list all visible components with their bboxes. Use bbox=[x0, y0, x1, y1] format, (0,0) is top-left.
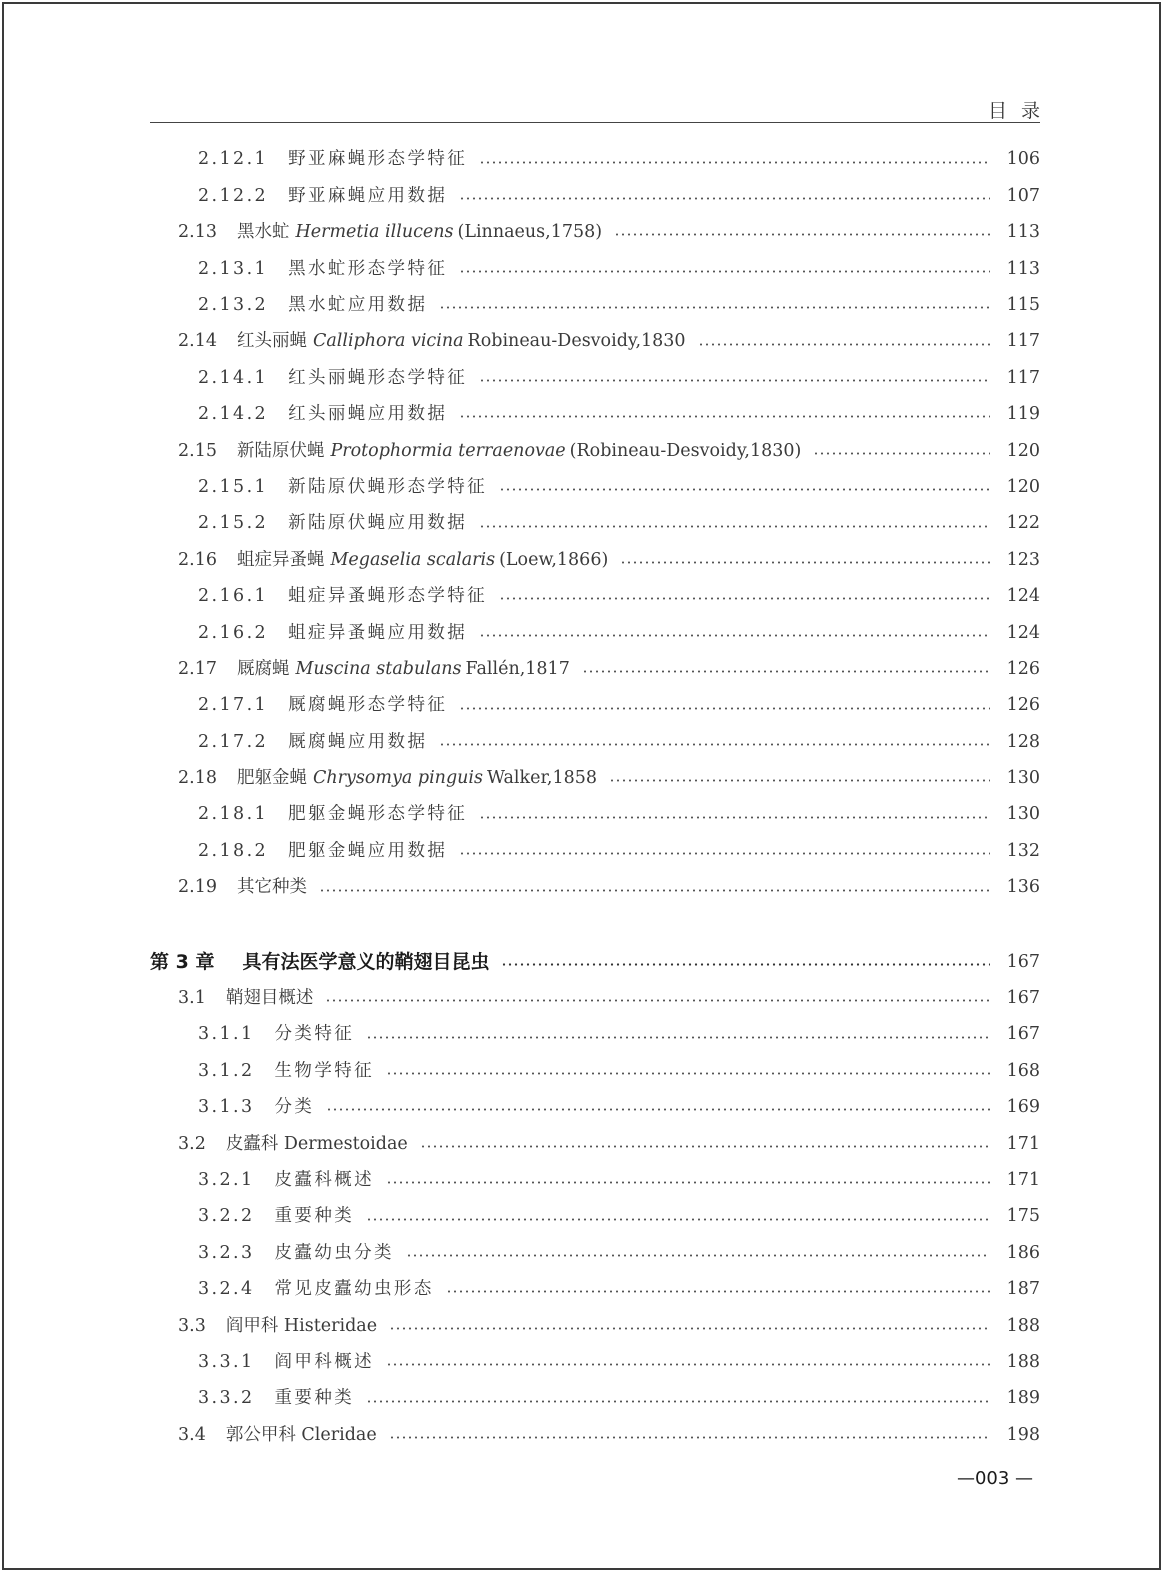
toc-entry-number: 2.13.2 bbox=[198, 295, 269, 315]
running-head-title: 目录 bbox=[987, 100, 1054, 122]
toc-entry-page: 126 bbox=[1006, 695, 1040, 716]
toc-entry-page: 115 bbox=[1006, 295, 1040, 315]
toc-entry-title: 肥躯金蝇 bbox=[236, 768, 307, 789]
dot-leader bbox=[501, 963, 990, 966]
toc-entry-title: 皮蠹科概述 bbox=[274, 1169, 375, 1190]
toc-entry-authority: (Robineau-Desvoidy,1830) bbox=[569, 440, 802, 461]
toc-entry-number: 3.3.2 bbox=[198, 1388, 255, 1409]
dot-leader bbox=[389, 1436, 990, 1439]
toc-entry-title: 分类 bbox=[274, 1097, 315, 1118]
toc-entry-number: 2.18.1 bbox=[198, 804, 269, 825]
dot-leader bbox=[366, 1218, 990, 1221]
toc-entry[interactable] bbox=[150, 797, 1040, 833]
toc-entry[interactable] bbox=[150, 251, 1040, 287]
toc-entry-number: 3.2 bbox=[178, 1133, 206, 1154]
toc-entry-page: 117 bbox=[1006, 367, 1040, 388]
running-head bbox=[150, 96, 1054, 123]
dot-leader bbox=[479, 379, 990, 382]
toc-entry-number: 2.15 bbox=[178, 440, 217, 461]
toc-entry[interactable] bbox=[150, 433, 1040, 469]
toc-entry-number: 3.2.1 bbox=[198, 1169, 255, 1190]
toc-entry-title: 厩腐蝇应用数据 bbox=[288, 731, 428, 752]
toc-entry-title: 重要种类 bbox=[274, 1388, 355, 1409]
toc-entry[interactable] bbox=[150, 142, 1040, 178]
toc-entry-number: 2.14.1 bbox=[198, 367, 269, 388]
toc-entry-title: 红头丽蝇应用数据 bbox=[288, 404, 448, 425]
toc-entry-page: 186 bbox=[1006, 1242, 1040, 1263]
toc-entry-number: 2.16.1 bbox=[198, 586, 269, 607]
toc-entry-number: 2.15.2 bbox=[198, 513, 269, 534]
dot-leader bbox=[326, 1108, 990, 1111]
toc-entry[interactable] bbox=[150, 724, 1040, 760]
dot-leader bbox=[698, 343, 990, 346]
toc-entry-title: 阎甲科 Histeridae bbox=[225, 1315, 378, 1336]
toc-entry-title: 新陆原伏蝇形态学特征 bbox=[288, 476, 488, 497]
toc-entry-number: 2.17.2 bbox=[198, 731, 269, 752]
toc-entry[interactable] bbox=[150, 178, 1040, 214]
toc-entry-number: 2.14 bbox=[178, 331, 217, 352]
toc-entry-page: 126 bbox=[1006, 658, 1040, 679]
toc-entry-authority: Fallén,1817 bbox=[465, 658, 570, 679]
toc-entry[interactable] bbox=[150, 1345, 1040, 1381]
toc-entry-page: 187 bbox=[1006, 1279, 1040, 1300]
toc-entry-page: 124 bbox=[1006, 586, 1040, 607]
dot-leader bbox=[325, 999, 990, 1002]
dot-leader bbox=[386, 1363, 990, 1366]
toc-entry-scientific-name: Muscina stabulans bbox=[295, 658, 462, 679]
dot-leader bbox=[366, 1036, 990, 1039]
toc-entry[interactable] bbox=[150, 1199, 1040, 1235]
toc-entry-number: 3.4 bbox=[178, 1424, 206, 1445]
toc-entry[interactable] bbox=[150, 470, 1040, 506]
toc-entry-page: 188 bbox=[1006, 1315, 1040, 1336]
toc-entry-number: 2.12.2 bbox=[198, 185, 269, 206]
toc-entry-number: 3.1.1 bbox=[198, 1024, 255, 1045]
toc-entry[interactable] bbox=[150, 833, 1040, 869]
toc-entry-title: 蛆症异蚤蝇应用数据 bbox=[288, 622, 468, 643]
dot-leader bbox=[420, 1145, 990, 1148]
toc-entry[interactable] bbox=[150, 579, 1040, 615]
toc-entry-page: 167 bbox=[1006, 988, 1040, 1009]
toc-entry-page: 168 bbox=[1006, 1060, 1040, 1081]
toc-entry-title: 黑水虻 bbox=[236, 222, 290, 243]
toc-chapter-entry[interactable] bbox=[150, 944, 1040, 980]
dot-leader bbox=[614, 233, 990, 236]
toc-entry-title: 肥躯金蝇形态学特征 bbox=[288, 804, 468, 825]
toc-entry-title: 常见皮蠹幼虫形态 bbox=[274, 1279, 434, 1300]
toc-entry-scientific-name: Hermetia illucens bbox=[295, 222, 454, 243]
toc-entry-number: 3.2.3 bbox=[198, 1242, 255, 1263]
toc-entry-title: 肥躯金蝇应用数据 bbox=[288, 840, 448, 861]
toc-entry[interactable] bbox=[150, 1017, 1040, 1053]
dot-leader bbox=[459, 197, 990, 200]
toc-entry-page: 122 bbox=[1006, 513, 1040, 534]
toc-entry-title: 分类特征 bbox=[274, 1024, 355, 1045]
toc-entry[interactable] bbox=[150, 870, 1040, 906]
dot-leader bbox=[389, 1327, 990, 1330]
toc-entry-title: 蛆症异蚤蝇 bbox=[236, 549, 325, 570]
toc-entry-number: 2.12.1 bbox=[198, 149, 269, 170]
toc-entry-page: 188 bbox=[1006, 1351, 1040, 1372]
toc-entry-number: 2.15.1 bbox=[198, 476, 269, 497]
toc-entry-number: 2.13.1 bbox=[198, 258, 269, 279]
toc-entry-scientific-name: Megaselia scalaris bbox=[330, 549, 496, 570]
toc-entry-number: 3.2.4 bbox=[198, 1279, 255, 1300]
toc-entry-title: 皮蠹幼虫分类 bbox=[274, 1242, 394, 1263]
dot-leader bbox=[439, 306, 990, 309]
toc-entry-title: 红头丽蝇 bbox=[236, 331, 307, 352]
toc-entry[interactable] bbox=[150, 397, 1040, 433]
toc-entry-title: 黑水虻形态学特征 bbox=[288, 258, 448, 279]
dot-leader bbox=[366, 1400, 990, 1403]
toc-entry[interactable] bbox=[150, 615, 1040, 651]
toc-entry-page: 119 bbox=[1006, 404, 1040, 425]
toc-entry[interactable] bbox=[150, 1308, 1040, 1344]
toc-entry[interactable] bbox=[150, 360, 1040, 396]
toc-entry-number: 2.17 bbox=[178, 658, 217, 679]
toc-entry[interactable] bbox=[150, 1126, 1040, 1162]
toc-entry-authority: (Loew,1866) bbox=[499, 549, 609, 570]
toc-entry-number: 第 3 章 bbox=[150, 950, 215, 973]
toc-entry-title: 其它种类 bbox=[236, 877, 307, 898]
toc-entry-scientific-name: Calliphora vicina bbox=[312, 331, 464, 352]
toc-entry-page: 106 bbox=[1006, 149, 1040, 170]
toc-entry-title: 生物学特征 bbox=[274, 1060, 375, 1081]
dot-leader bbox=[479, 816, 990, 819]
dot-leader bbox=[582, 670, 990, 673]
toc-entry-number: 2.16 bbox=[178, 549, 217, 570]
dot-leader bbox=[406, 1254, 990, 1257]
toc-entry[interactable] bbox=[150, 1090, 1040, 1126]
dot-leader bbox=[459, 852, 990, 855]
dot-leader bbox=[319, 889, 990, 892]
toc-entry-number: 2.18.2 bbox=[198, 840, 269, 861]
toc-entry-number: 3.1 bbox=[178, 988, 206, 1009]
toc-entry-title: 野亚麻蝇应用数据 bbox=[288, 185, 448, 206]
toc-entry[interactable] bbox=[150, 542, 1040, 578]
toc-entry[interactable] bbox=[150, 1163, 1040, 1199]
toc-entry-number: 3.2.2 bbox=[198, 1206, 255, 1227]
toc-entry-number: 2.13 bbox=[178, 222, 217, 243]
toc-entry-page: 120 bbox=[1006, 440, 1040, 461]
dot-leader bbox=[386, 1072, 990, 1075]
toc-entry[interactable] bbox=[150, 761, 1040, 797]
dot-leader bbox=[459, 707, 990, 710]
toc-entry[interactable] bbox=[150, 1235, 1040, 1271]
chapter-spacer bbox=[150, 906, 1040, 944]
toc-entry-authority: (Linnaeus,1758) bbox=[457, 222, 603, 243]
toc-entry-page: 113 bbox=[1006, 222, 1040, 243]
toc-entry-title: 新陆原伏蝇应用数据 bbox=[288, 513, 468, 534]
toc-entry-page: 117 bbox=[1006, 331, 1040, 352]
toc-entry-page: 130 bbox=[1006, 804, 1040, 825]
toc-entry[interactable] bbox=[150, 215, 1040, 251]
toc-entry[interactable] bbox=[150, 688, 1040, 724]
dot-leader bbox=[609, 779, 990, 782]
dot-leader bbox=[386, 1181, 990, 1184]
toc-entry-number: 2.16.2 bbox=[198, 622, 269, 643]
dot-leader bbox=[439, 743, 990, 746]
toc-entry-scientific-name: Chrysomya pinguis bbox=[312, 768, 483, 789]
toc-entry-title: 具有法医学意义的鞘翅目昆虫 bbox=[242, 950, 490, 973]
toc-entry[interactable] bbox=[150, 1053, 1040, 1089]
toc-entry-title: 蛆症异蚤蝇形态学特征 bbox=[288, 586, 488, 607]
toc-entry-page: 124 bbox=[1006, 622, 1040, 643]
toc-entry-page: 136 bbox=[1006, 877, 1040, 898]
dot-leader bbox=[479, 634, 990, 637]
toc-entry-title: 厩腐蝇 bbox=[236, 658, 290, 679]
toc-entry[interactable] bbox=[150, 506, 1040, 542]
toc-entry[interactable] bbox=[150, 1381, 1040, 1417]
dot-leader bbox=[446, 1290, 990, 1293]
toc-entry-number: 2.18 bbox=[178, 768, 217, 789]
toc-entry-page: 120 bbox=[1006, 476, 1040, 497]
toc-entry[interactable] bbox=[150, 1272, 1040, 1308]
toc-entry-page: 107 bbox=[1006, 185, 1040, 206]
toc-entry-authority: Walker,1858 bbox=[487, 768, 597, 789]
toc-entry-page: 128 bbox=[1006, 731, 1040, 752]
toc-entry-page: 113 bbox=[1006, 258, 1040, 279]
toc-entry-page: 198 bbox=[1006, 1424, 1040, 1445]
toc-entry-authority: Robineau-Desvoidy,1830 bbox=[467, 331, 686, 352]
toc-entry-page: 167 bbox=[1006, 951, 1040, 972]
table-of-contents bbox=[150, 142, 1040, 1454]
toc-entry-number: 3.3.1 bbox=[198, 1351, 255, 1372]
toc-entry-number: 2.14.2 bbox=[198, 404, 269, 425]
dot-leader bbox=[813, 452, 990, 455]
toc-entry-title: 红头丽蝇形态学特征 bbox=[288, 367, 468, 388]
toc-entry-page: 175 bbox=[1006, 1206, 1040, 1227]
toc-entry-title: 新陆原伏蝇 bbox=[236, 440, 325, 461]
toc-entry[interactable] bbox=[150, 651, 1040, 687]
dot-leader bbox=[499, 597, 990, 600]
toc-entry-number: 3.1.2 bbox=[198, 1060, 255, 1081]
toc-entry-page: 169 bbox=[1006, 1097, 1040, 1118]
toc-entry-number: 3.3 bbox=[178, 1315, 206, 1336]
toc-entry-title: 野亚麻蝇形态学特征 bbox=[288, 149, 468, 170]
toc-entry[interactable] bbox=[150, 288, 1040, 324]
dot-leader bbox=[499, 488, 990, 491]
dot-leader bbox=[459, 270, 990, 273]
toc-entry-page: 167 bbox=[1006, 1024, 1040, 1045]
toc-entry-number: 2.19 bbox=[178, 877, 217, 898]
toc-entry-page: 189 bbox=[1006, 1388, 1040, 1409]
toc-entry-number: 3.1.3 bbox=[198, 1097, 255, 1118]
toc-entry[interactable] bbox=[150, 324, 1040, 360]
toc-entry-page: 123 bbox=[1006, 549, 1040, 570]
toc-entry-title: 重要种类 bbox=[274, 1206, 355, 1227]
toc-entry-number: 2.17.1 bbox=[198, 695, 269, 716]
dot-leader bbox=[479, 525, 990, 528]
toc-entry-page: 171 bbox=[1006, 1169, 1040, 1190]
toc-entry-title: 鞘翅目概述 bbox=[225, 988, 314, 1009]
toc-entry-title: 皮蠹科 Dermestoidae bbox=[225, 1133, 408, 1154]
toc-entry[interactable] bbox=[150, 1417, 1040, 1453]
toc-entry-title: 郭公甲科 Cleridae bbox=[225, 1424, 377, 1445]
toc-entry-scientific-name: Protophormia terraenovae bbox=[330, 440, 566, 461]
toc-entry-title: 黑水虻应用数据 bbox=[288, 295, 428, 315]
toc-entry-page: 130 bbox=[1006, 768, 1040, 789]
toc-entry-title: 阎甲科概述 bbox=[274, 1351, 375, 1372]
dot-leader bbox=[479, 161, 990, 164]
toc-entry-title: 厩腐蝇形态学特征 bbox=[288, 695, 448, 716]
toc-entry-page: 132 bbox=[1006, 840, 1040, 861]
toc-entry[interactable] bbox=[150, 981, 1040, 1017]
dot-leader bbox=[459, 415, 990, 418]
page-number: —003 — bbox=[956, 1468, 1034, 1489]
dot-leader bbox=[620, 561, 990, 564]
toc-entry-page: 171 bbox=[1006, 1133, 1040, 1154]
